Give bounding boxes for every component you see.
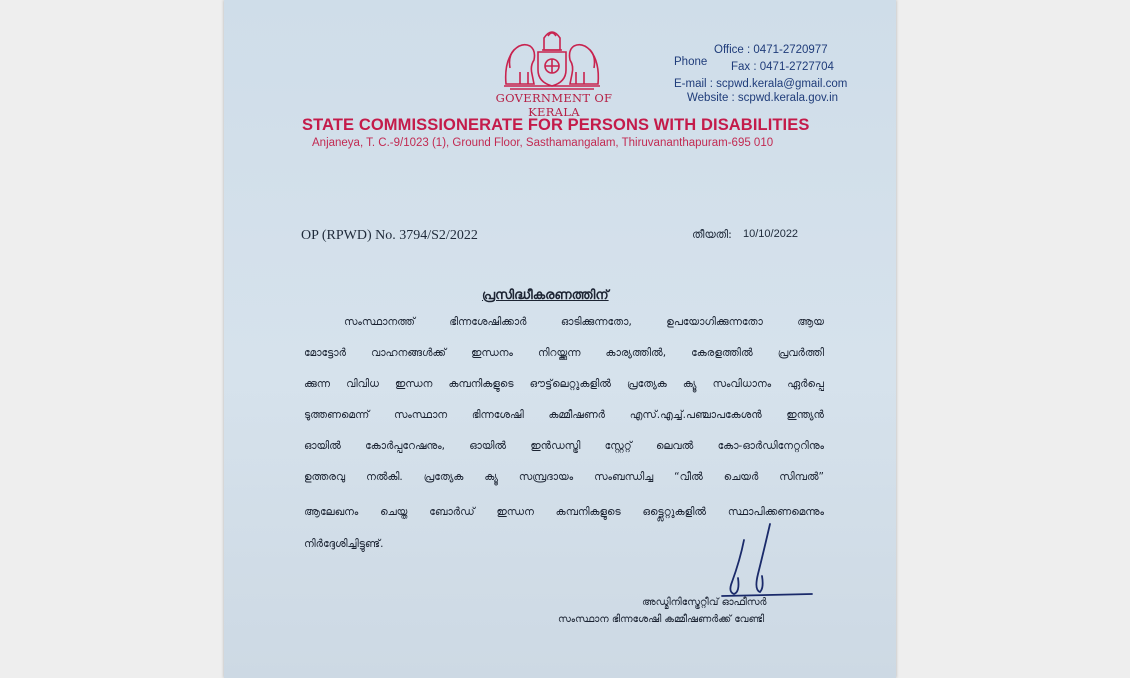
notice-line: ആലേഖനം ചെയ്ത ബോർഡ് ഇന്ധന കമ്പനികളുടെ ഒട്ട്ലെറ്റുകളിൽ സ്ഥാപിക്കണമെന്നും bbox=[304, 506, 824, 518]
letter-page bbox=[224, 0, 896, 678]
notice-line: നിർദ്ദേശിച്ചിട്ടുണ്ട്. bbox=[304, 538, 384, 550]
date-label: തീയതി: bbox=[692, 228, 732, 241]
signatory-on-behalf: സംസ്ഥാന ഭിന്നശേഷി കമ്മീഷണർക്ക് വേണ്ടി bbox=[558, 614, 765, 625]
signature-mark bbox=[714, 520, 824, 600]
organization-address: Anjaneya, T. C.-9/1023 (1), Ground Floor, Sasthamangalam, Thiruvananthapuram-695 010 bbox=[312, 137, 774, 149]
organization-title: STATE COMMISSIONERATE FOR PERSONS WITH DISABILITIES bbox=[302, 116, 810, 134]
notice-line: ക്കുന്ന വിവിധ ഇന്ധന കമ്പനികളുടെ ഔട്ട്‌ലെറ്റുകളിൽ പ്രത്യേക ക്യൂ സംവിധാനം ഏർപ്പെ bbox=[304, 378, 824, 390]
fax-number: Fax : 0471-2727704 bbox=[731, 61, 834, 73]
office-phone: Office : 0471-2720977 bbox=[714, 44, 828, 56]
website-address: Website : scpwd.kerala.gov.in bbox=[687, 92, 839, 104]
phone-label: Phone bbox=[674, 56, 708, 68]
date-value: 10/10/2022 bbox=[743, 228, 799, 240]
government-name: GOVERNMENT OF KERALA bbox=[495, 91, 613, 119]
notice-line: മോട്ടോർ വാഹനങ്ങൾക്ക് ഇന്ധനം നിറയ്ക്കുന്ന കാര്യത്തിൽ, കേരളത്തിൽ പ്രവർത്തി bbox=[304, 347, 824, 359]
notice-line: ഓയിൽ കോർപ്പറേഷനും, ഓയിൽ ഇൻഡസ്ട്രി സ്റ്റേറ്റ് ലെവൽ കോ-ഓർഡിനേറ്ററിനും bbox=[304, 440, 824, 452]
notice-heading: പ്രസിദ്ധീകരണത്തിന് bbox=[482, 288, 609, 303]
signatory-designation: അഡ്മിനിസ്ട്രേറ്റീവ് ഓഫീസർ bbox=[642, 597, 767, 608]
kerala-emblem-icon bbox=[500, 22, 604, 92]
reference-number: OP (RPWD) No. 3794/S2/2022 bbox=[301, 228, 478, 243]
email-address: E-mail : scpwd.kerala@gmail.com bbox=[674, 78, 848, 90]
notice-line: ടുത്തണമെന്ന് സംസ്ഥാന ഭിന്നശേഷി കമ്മീഷണർ എസ്.എച്ച്.പഞ്ചാപകേശൻ ഇന്ത്യൻ bbox=[304, 409, 824, 421]
notice-line: സംസ്ഥാനത്ത് ഭിന്നശേഷിക്കാർ ഓടിക്കുന്നതോ, ഉപയോഗിക്കുന്നതോ ആയ bbox=[344, 316, 824, 328]
notice-line: ഉത്തരവു നൽകി. പ്രത്യേക ക്യൂ സമ്പ്രദായം സംബന്ധിച്ച “വീൽ ചെയർ സിമ്പൽ” bbox=[304, 471, 824, 483]
